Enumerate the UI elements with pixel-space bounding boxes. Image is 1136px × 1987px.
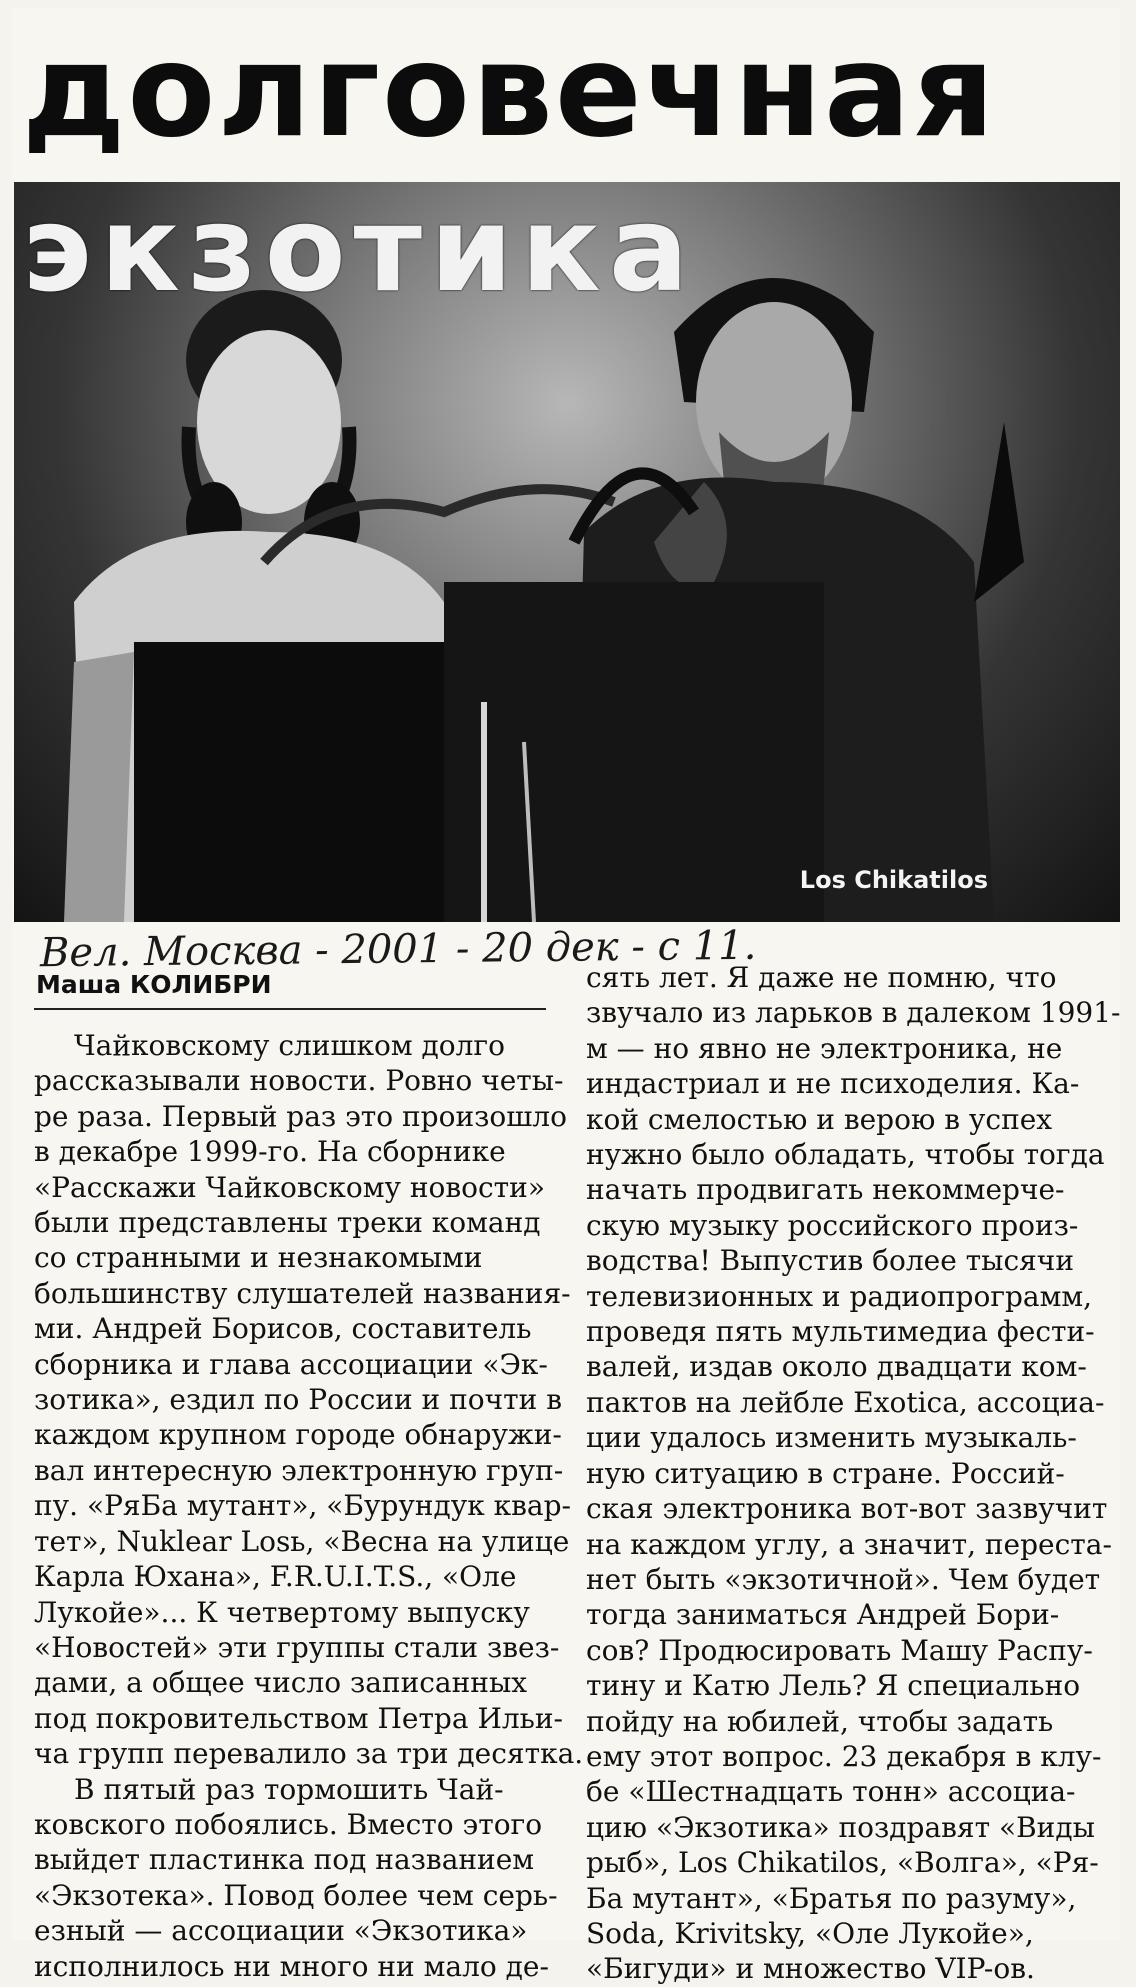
text-line: сборника и глава ассоциации «Эк- xyxy=(34,1347,548,1381)
text-line: Чайковскому слишком долго xyxy=(74,1029,505,1062)
text-line: Ба мутант», «Братья по разуму», xyxy=(586,1881,1077,1915)
text-line: скую музыку российского произ- xyxy=(586,1208,1079,1242)
handwritten-note: Вел. Москва - 2001 - 20 дек - с 11. xyxy=(39,922,757,977)
article-left-column xyxy=(34,1028,584,1984)
text-line: нужно было обладать, чтобы тогда xyxy=(586,1138,1105,1172)
text-line: ча групп перевалило за три десятка. xyxy=(34,1737,584,1771)
text-line: под покровительством Петра Ильи- xyxy=(34,1701,564,1735)
text-line: звучало из ларьков в далеком 1991- xyxy=(586,996,1121,1030)
headline-line-1: долговечная xyxy=(22,17,997,166)
text-line: нет быть «экзотичной». Чем будет xyxy=(586,1562,1101,1596)
text-line: цию «Экзотика» поздравят «Виды xyxy=(586,1810,1095,1844)
text-line: тет», Nuklear Losь, «Весна на улице xyxy=(34,1524,570,1558)
article-right-column xyxy=(586,960,1121,1987)
text-line: сов? Продюсировать Машу Распу- xyxy=(586,1633,1093,1667)
text-line: валей, издав около двадцати ком- xyxy=(586,1350,1087,1384)
text-line: Лукойе»... К четвертому выпуску xyxy=(34,1595,530,1629)
text-line: в декабре 1999-го. На сборнике xyxy=(34,1135,506,1169)
text-line: на каждом углу, а значит, переста- xyxy=(586,1527,1112,1561)
text-line: рассказывали новости. Ровно четы- xyxy=(34,1064,564,1098)
text-line: бе «Шестнадцать тонн» ассоциа- xyxy=(586,1775,1076,1809)
byline-rule xyxy=(34,1008,546,1010)
text-line: телевизионных и радиопрограмм, xyxy=(586,1279,1093,1313)
text-line: водства! Выпустив более тысячи xyxy=(586,1244,1074,1278)
text-line: ская электроника вот-вот зазвучит xyxy=(586,1492,1108,1526)
text-line: ную ситуацию в стране. Россий- xyxy=(586,1456,1065,1490)
text-line: ми. Андрей Борисов, составитель xyxy=(34,1312,532,1346)
text-line: тогда заниматься Андрей Бори- xyxy=(586,1598,1060,1632)
text-line: пу. «РяБа мутант», «Бурундук квар- xyxy=(34,1489,571,1523)
text-line: проведя пять мультимедиа фести- xyxy=(586,1315,1095,1349)
byline: Маша КОЛИБРИ xyxy=(36,970,272,999)
text-line: ковского побоялись. Вместо этого xyxy=(34,1807,543,1841)
text-line: «Новостей» эти группы стали звез- xyxy=(34,1630,560,1664)
text-line: каждом крупном городе обнаружи- xyxy=(34,1418,562,1452)
text-line: Карла Юхана», F.R.U.I.T.S., «Оле xyxy=(34,1560,517,1594)
text-line: ре раза. Первый раз это произошло xyxy=(34,1099,567,1133)
text-line: «Расскажи Чайковскому новости» xyxy=(34,1170,545,1204)
text-line: езный — ассоциации «Экзотика» xyxy=(34,1914,528,1948)
text-line: ции удалось изменить музыкаль- xyxy=(586,1421,1077,1455)
text-line: В пятый раз тормошить Чай- xyxy=(74,1772,504,1806)
text-line: сять лет. Я даже не помню, что xyxy=(586,961,1057,994)
text-line: пактов на лейбле Exotica, ассоциа- xyxy=(586,1385,1105,1419)
text-line: «Экзотека». Повод более чем серь- xyxy=(34,1878,558,1912)
text-line: Soda, Krivitsky, «Оле Лукойе», xyxy=(586,1916,1034,1950)
text-line: большинству слушателей названия- xyxy=(34,1276,571,1310)
text-line: со странными и незнакомыми xyxy=(34,1241,483,1275)
text-line: кой смелостью и верою в успех xyxy=(586,1102,1053,1136)
photo xyxy=(14,182,1120,922)
text-line: индастриал и не психоделия. Ка- xyxy=(586,1067,1080,1101)
text-line: дами, а общее число записанных xyxy=(34,1666,528,1700)
text-line: вал интересную электронную груп- xyxy=(34,1453,564,1487)
text-line: рыб», Los Chikatilos, «Волга», «Ря- xyxy=(586,1846,1099,1880)
text-line: были представлены треки команд xyxy=(34,1206,541,1240)
text-line: зотика», ездил по России и почти в xyxy=(34,1383,562,1417)
text-line: м — но явно не электроника, не xyxy=(586,1031,1063,1065)
text-line: «Бигуди» и множество VIP-ов. xyxy=(586,1952,1035,1986)
text-line: тину и Катю Лель? Я специально xyxy=(586,1669,1081,1703)
text-line: выйдет пластинка под названием xyxy=(34,1843,535,1877)
text-line: начать продвигать некоммерче- xyxy=(586,1173,1065,1207)
text-line: пойду на юбилей, чтобы задать xyxy=(586,1704,1054,1738)
text-line: исполнилось ни много ни мало де- xyxy=(34,1949,549,1983)
photo-caption: Los Chikatilos xyxy=(799,866,988,894)
text-line: ему этот вопрос. 23 декабря в клу- xyxy=(586,1739,1102,1773)
headline-line-2: экзотика xyxy=(22,182,697,318)
